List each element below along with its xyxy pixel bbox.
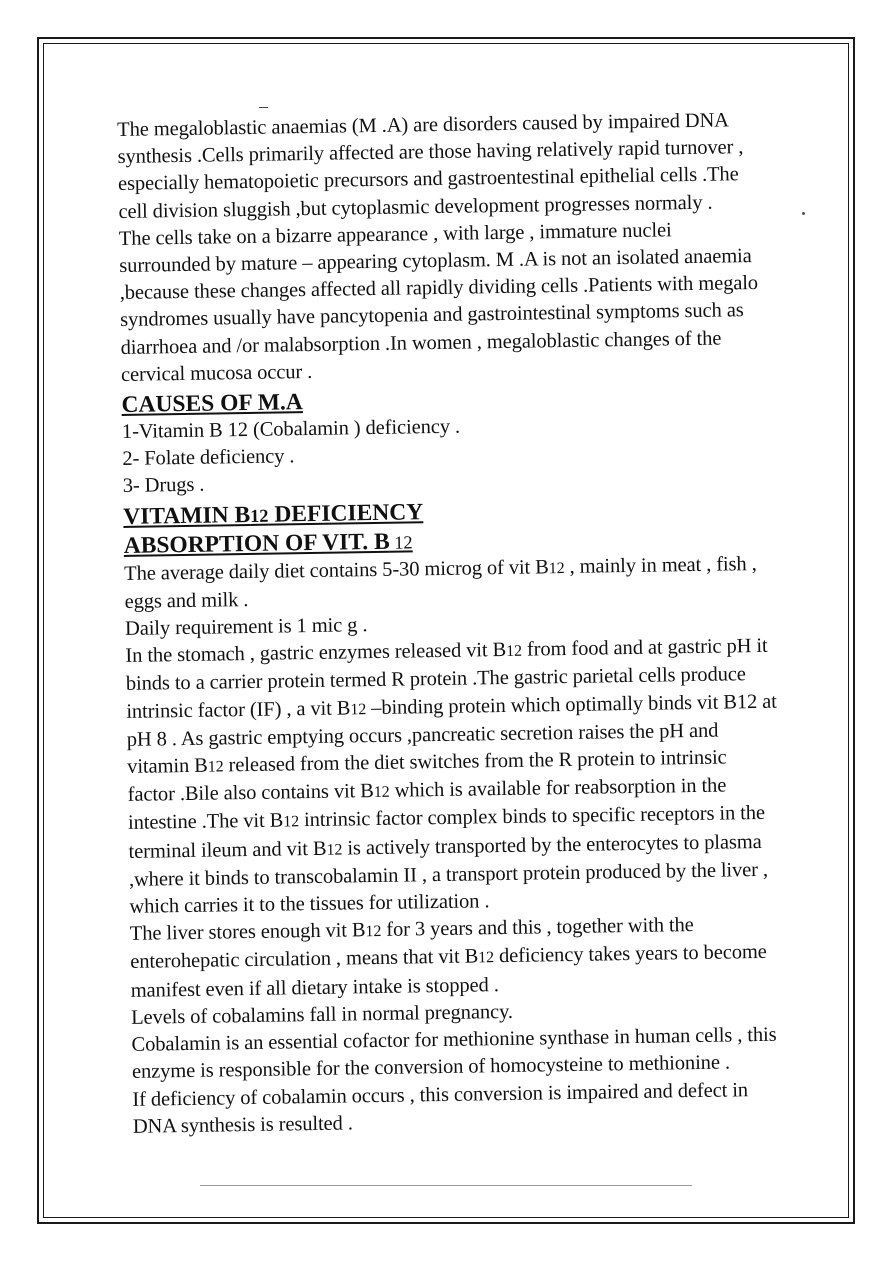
text-segment: which is available for reabsorption in the (389, 774, 727, 803)
text-segment: terminal ileum and vit B (128, 837, 327, 863)
text-segment: factor .Bile also contains vit B (127, 780, 374, 807)
intro-paragraph (117, 106, 821, 389)
heading-text: VITAMIN B (123, 501, 251, 530)
text-segment: enzyme is responsible for the conversion of homocysteine to methionine . (131, 1051, 731, 1084)
text-segment: In the stomach , gastric enzymes released vit B (125, 639, 507, 668)
text-segment: If deficiency of cobalamin occurs , this conversion is impaired and defect in (132, 1078, 749, 1111)
text-line: especially hematopoietic precursors and gastroentestinal epithelial cells .The (117, 163, 739, 196)
text-segment: which carries it to the tissues for utilization . (129, 890, 490, 918)
footer-rule (200, 1185, 692, 1186)
text-segment: from food and at gastric pH it (521, 635, 768, 661)
document-body (117, 106, 833, 1141)
subscript-segment: 12 (350, 700, 367, 719)
text-line: ,because these changes affected all rapidly dividing cells .Patients with megalo (119, 272, 759, 305)
list-item: 3- Drugs . (122, 474, 205, 498)
text-segment: ,where it binds to transcobalamin II , a transport protein produced by the liver , (128, 858, 769, 891)
text-segment: intrinsic factor (IF) , a vit B (126, 697, 351, 723)
causes-list (122, 408, 823, 501)
text-segment: released from the diet switches from the R protein to intrinsic (223, 746, 727, 777)
text-segment: pH 8 . As gastric emptying occurs ,pancreatic secretion raises the pH and (126, 719, 719, 751)
text-segment: , mainly in meat , fish , (564, 552, 757, 578)
text-segment: binds to a carrier protein termed R protein .The gastric parietal cells produce (125, 663, 746, 696)
text-segment: Levels of cobalamins fall in normal pregnancy. (130, 1000, 514, 1029)
subscript-segment: 12 (506, 642, 523, 661)
heading-subscript: 12 (389, 532, 413, 553)
text-line: The megaloblastic anaemias (M .A) are disorders caused by impaired DNA (117, 109, 730, 141)
text-line: cell division sluggish ,but cytoplasmic development progresses normaly . (118, 191, 713, 223)
subscript-segment: 12 (548, 559, 565, 577)
text-segment: Cobalamin is an essential cofactor for methionine synthase in human cells , this (131, 1023, 777, 1056)
subscript-segment: 12 (283, 813, 300, 831)
heading-text: ABSORPTION OF VIT. B (123, 528, 390, 559)
text-segment: intestine .The vit B (127, 809, 284, 835)
heading-subscript: 12 (249, 505, 269, 526)
text-line: surrounded by mature – appearing cytoplasm. M .A is not an isolated anaemia (119, 245, 752, 277)
absorption-paragraph (124, 550, 833, 1141)
text-segment: eggs and milk . (124, 588, 249, 613)
text-line: cervical mucosa occur . (120, 360, 313, 386)
text-segment: –binding protein which optimally binds vit B12 at (365, 690, 777, 719)
text-segment: intrinsic factor complex binds to specific receptors in the (298, 802, 766, 832)
subscript-segment: 12 (373, 784, 390, 802)
text-segment: DNA synthesis is resulted . (132, 1112, 353, 1138)
list-item: 1-Vitamin B 12 (Cobalamin ) deficiency . (121, 415, 461, 443)
text-segment: vitamin B (127, 754, 208, 778)
subscript-segment: 12 (478, 949, 495, 967)
scan-mark (259, 107, 268, 108)
text-line: synthesis .Cells primarily affected are those having relatively rapid turnover , (117, 136, 744, 169)
text-segment: is actively transported by the enterocytes to plasma (342, 830, 762, 860)
list-item: 2- Folate deficiency . (122, 445, 295, 471)
text-segment: deficiency takes years to become (493, 941, 767, 968)
text-line: The cells take on a bizarre appearance , with large , immature nuclei (118, 219, 672, 250)
text-line: syndromes usually have pancytopenia and gastrointestinal symptoms such as (120, 299, 744, 332)
heading-text: DEFICIENCY (268, 498, 424, 528)
text-segment: manifest even if all dietary intake is stopped . (130, 973, 499, 1002)
causes-heading: CAUSES OF M.A (121, 389, 303, 418)
text-segment: enterohepatic circulation , means that vit B (130, 945, 479, 974)
text-segment: Daily requirement is 1 mic g . (124, 614, 368, 640)
text-segment: The average daily diet contains 5-30 microg of vit B (123, 555, 549, 585)
text-line: diarrhoea and /or malabsorption .In women , megaloblastic changes of the (120, 327, 722, 359)
subscript-segment: 12 (365, 923, 382, 941)
text-segment: The liver stores enough vit B (129, 919, 366, 946)
text-segment: for 3 years and this , together with the (381, 914, 694, 942)
subscript-segment: 12 (326, 841, 343, 859)
subscript-segment: 12 (207, 758, 224, 776)
